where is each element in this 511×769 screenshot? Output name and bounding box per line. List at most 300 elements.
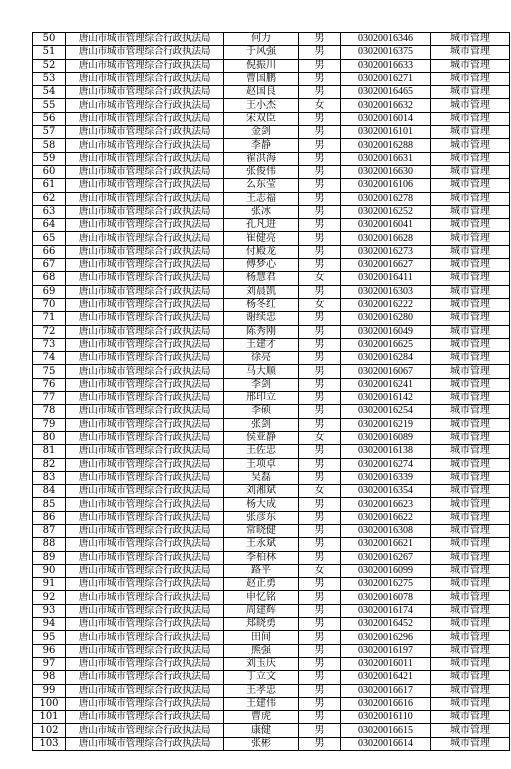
table-row <box>33 538 510 551</box>
gender-cell: 男 <box>299 511 341 524</box>
gender-cell: 男 <box>299 245 341 258</box>
name-cell: 张彦东 <box>224 511 299 524</box>
gender-cell: 男 <box>299 684 341 697</box>
table-row <box>33 245 510 258</box>
name-cell: 张彬 <box>224 737 299 750</box>
unit-cell: 唐山市城市管理综合行政执法局 <box>66 165 224 178</box>
name-cell: 田间 <box>224 631 299 644</box>
row-number-cell: 76 <box>33 378 66 391</box>
exam-number-cell: 03020016288 <box>341 139 431 152</box>
unit-cell: 唐山市城市管理综合行政执法局 <box>66 445 224 458</box>
row-number-cell: 89 <box>33 551 66 564</box>
row-number-cell: 53 <box>33 72 66 85</box>
gender-cell: 男 <box>299 671 341 684</box>
position-cell: 城市管理 <box>431 352 510 365</box>
position-cell: 城市管理 <box>431 179 510 192</box>
row-number-cell: 97 <box>33 657 66 670</box>
gender-cell: 男 <box>299 657 341 670</box>
gender-cell: 男 <box>299 219 341 232</box>
row-number-cell: 63 <box>33 205 66 218</box>
exam-number-cell: 03020016303 <box>341 285 431 298</box>
gender-cell: 男 <box>299 644 341 657</box>
unit-cell: 唐山市城市管理综合行政执法局 <box>66 86 224 99</box>
gender-cell: 女 <box>299 485 341 498</box>
exam-number-cell: 03020016615 <box>341 724 431 737</box>
position-cell: 城市管理 <box>431 86 510 99</box>
unit-cell: 唐山市城市管理综合行政执法局 <box>66 418 224 431</box>
table-row <box>33 152 510 165</box>
name-cell: 曹国鹏 <box>224 72 299 85</box>
position-cell: 城市管理 <box>431 498 510 511</box>
unit-cell: 唐山市城市管理综合行政执法局 <box>66 405 224 418</box>
row-number-cell: 55 <box>33 99 66 112</box>
name-cell: 申忆铭 <box>224 591 299 604</box>
name-cell: 金剑 <box>224 126 299 139</box>
gender-cell: 男 <box>299 285 341 298</box>
table-row <box>33 165 510 178</box>
gender-cell: 男 <box>299 538 341 551</box>
position-cell: 城市管理 <box>431 219 510 232</box>
table-row <box>33 378 510 391</box>
row-number-cell: 52 <box>33 59 66 72</box>
row-number-cell: 57 <box>33 126 66 139</box>
unit-cell: 唐山市城市管理综合行政执法局 <box>66 298 224 311</box>
gender-cell: 男 <box>299 578 341 591</box>
unit-cell: 唐山市城市管理综合行政执法局 <box>66 551 224 564</box>
table-row <box>33 445 510 458</box>
position-cell: 城市管理 <box>431 578 510 591</box>
gender-cell: 女 <box>299 298 341 311</box>
exam-number-cell: 03020016254 <box>341 405 431 418</box>
row-number-cell: 79 <box>33 418 66 431</box>
gender-cell: 男 <box>299 498 341 511</box>
exam-number-cell: 03020016617 <box>341 684 431 697</box>
position-cell: 城市管理 <box>431 285 510 298</box>
unit-cell: 唐山市城市管理综合行政执法局 <box>66 471 224 484</box>
gender-cell: 男 <box>299 192 341 205</box>
position-cell: 城市管理 <box>431 152 510 165</box>
name-cell: 张剑 <box>224 418 299 431</box>
row-number-cell: 78 <box>33 405 66 418</box>
name-cell: 赵国良 <box>224 86 299 99</box>
exam-number-cell: 03020016267 <box>341 551 431 564</box>
table-row <box>33 232 510 245</box>
name-cell: 崔健亮 <box>224 232 299 245</box>
position-cell: 城市管理 <box>431 365 510 378</box>
position-cell: 城市管理 <box>431 259 510 272</box>
exam-number-cell: 03020016273 <box>341 245 431 258</box>
position-cell: 城市管理 <box>431 325 510 338</box>
row-number-cell: 64 <box>33 219 66 232</box>
exam-number-cell: 03020016633 <box>341 59 431 72</box>
name-cell: 周建辉 <box>224 604 299 617</box>
name-cell: 王小杰 <box>224 99 299 112</box>
exam-number-cell: 03020016632 <box>341 99 431 112</box>
position-cell: 城市管理 <box>431 338 510 351</box>
table-row <box>33 192 510 205</box>
exam-number-cell: 03020016078 <box>341 591 431 604</box>
gender-cell: 男 <box>299 338 341 351</box>
name-cell: 付殿龙 <box>224 245 299 258</box>
name-cell: 赵正勇 <box>224 578 299 591</box>
name-cell: 杨大成 <box>224 498 299 511</box>
table-row <box>33 205 510 218</box>
row-number-cell: 102 <box>33 724 66 737</box>
row-number-cell: 62 <box>33 192 66 205</box>
row-number-cell: 93 <box>33 604 66 617</box>
position-cell: 城市管理 <box>431 684 510 697</box>
exam-number-cell: 03020016284 <box>341 352 431 365</box>
row-number-cell: 95 <box>33 631 66 644</box>
row-number-cell: 75 <box>33 365 66 378</box>
row-number-cell: 67 <box>33 259 66 272</box>
exam-number-cell: 03020016622 <box>341 511 431 524</box>
row-number-cell: 92 <box>33 591 66 604</box>
exam-number-cell: 03020016354 <box>341 485 431 498</box>
exam-number-cell: 03020016280 <box>341 312 431 325</box>
position-cell: 城市管理 <box>431 524 510 537</box>
name-cell: 康健 <box>224 724 299 737</box>
row-number-cell: 101 <box>33 711 66 724</box>
table-row <box>33 471 510 484</box>
row-number-cell: 86 <box>33 511 66 524</box>
table-row <box>33 431 510 444</box>
exam-number-cell: 03020016421 <box>341 671 431 684</box>
exam-number-cell: 03020016011 <box>341 657 431 670</box>
table-row <box>33 59 510 72</box>
position-cell: 城市管理 <box>431 458 510 471</box>
position-cell: 城市管理 <box>431 139 510 152</box>
unit-cell: 唐山市城市管理综合行政执法局 <box>66 511 224 524</box>
exam-number-cell: 03020016041 <box>341 219 431 232</box>
position-cell: 城市管理 <box>431 431 510 444</box>
position-cell: 城市管理 <box>431 192 510 205</box>
row-number-cell: 103 <box>33 737 66 750</box>
table-row <box>33 405 510 418</box>
table-row <box>33 604 510 617</box>
gender-cell: 男 <box>299 604 341 617</box>
exam-number-cell: 03020016089 <box>341 431 431 444</box>
row-number-cell: 85 <box>33 498 66 511</box>
position-cell: 城市管理 <box>431 697 510 710</box>
gender-cell: 男 <box>299 392 341 405</box>
position-cell: 城市管理 <box>431 485 510 498</box>
table-row <box>33 139 510 152</box>
gender-cell: 男 <box>299 312 341 325</box>
name-cell: 郑晓勇 <box>224 618 299 631</box>
position-cell: 城市管理 <box>431 99 510 112</box>
unit-cell: 唐山市城市管理综合行政执法局 <box>66 46 224 59</box>
position-cell: 城市管理 <box>431 298 510 311</box>
row-number-cell: 71 <box>33 312 66 325</box>
table-row <box>33 126 510 139</box>
exam-number-cell: 03020016271 <box>341 72 431 85</box>
position-cell: 城市管理 <box>431 33 510 46</box>
gender-cell: 男 <box>299 179 341 192</box>
exam-number-cell: 03020016067 <box>341 365 431 378</box>
position-cell: 城市管理 <box>431 232 510 245</box>
gender-cell: 男 <box>299 697 341 710</box>
table-row <box>33 112 510 125</box>
table-row <box>33 86 510 99</box>
name-cell: 何力 <box>224 33 299 46</box>
row-number-cell: 87 <box>33 524 66 537</box>
position-cell: 城市管理 <box>431 165 510 178</box>
name-cell: 曹虎 <box>224 711 299 724</box>
exam-number-cell: 03020016274 <box>341 458 431 471</box>
name-cell: 杨冬红 <box>224 298 299 311</box>
gender-cell: 女 <box>299 272 341 285</box>
row-number-cell: 88 <box>33 538 66 551</box>
row-number-cell: 72 <box>33 325 66 338</box>
table-row <box>33 458 510 471</box>
row-number-cell: 61 <box>33 179 66 192</box>
position-cell: 城市管理 <box>431 604 510 617</box>
name-cell: 翟洪海 <box>224 152 299 165</box>
name-cell: 张俊伟 <box>224 165 299 178</box>
exam-number-cell: 03020016106 <box>341 179 431 192</box>
table-row <box>33 564 510 577</box>
row-number-cell: 84 <box>33 485 66 498</box>
gender-cell: 男 <box>299 445 341 458</box>
unit-cell: 唐山市城市管理综合行政执法局 <box>66 578 224 591</box>
gender-cell: 男 <box>299 165 341 178</box>
gender-cell: 男 <box>299 352 341 365</box>
exam-number-cell: 03020016346 <box>341 33 431 46</box>
gender-cell: 男 <box>299 259 341 272</box>
row-number-cell: 65 <box>33 232 66 245</box>
row-number-cell: 51 <box>33 46 66 59</box>
unit-cell: 唐山市城市管理综合行政执法局 <box>66 245 224 258</box>
gender-cell: 男 <box>299 232 341 245</box>
name-cell: 于风强 <box>224 46 299 59</box>
unit-cell: 唐山市城市管理综合行政执法局 <box>66 312 224 325</box>
position-cell: 城市管理 <box>431 724 510 737</box>
exam-number-cell: 03020016241 <box>341 378 431 391</box>
table-row <box>33 618 510 631</box>
name-cell: 吴磊 <box>224 471 299 484</box>
table-row <box>33 72 510 85</box>
gender-cell: 男 <box>299 112 341 125</box>
gender-cell: 男 <box>299 46 341 59</box>
unit-cell: 唐山市城市管理综合行政执法局 <box>66 126 224 139</box>
gender-cell: 女 <box>299 564 341 577</box>
row-number-cell: 60 <box>33 165 66 178</box>
row-number-cell: 80 <box>33 431 66 444</box>
table-row <box>33 365 510 378</box>
table-row <box>33 697 510 710</box>
table-row <box>33 524 510 537</box>
position-cell: 城市管理 <box>431 551 510 564</box>
gender-cell: 男 <box>299 591 341 604</box>
position-cell: 城市管理 <box>431 511 510 524</box>
exam-number-cell: 03020016174 <box>341 604 431 617</box>
table-row <box>33 46 510 59</box>
table-row <box>33 498 510 511</box>
exam-number-cell: 03020016099 <box>341 564 431 577</box>
exam-number-cell: 03020016101 <box>341 126 431 139</box>
name-cell: 王志福 <box>224 192 299 205</box>
row-number-cell: 98 <box>33 671 66 684</box>
unit-cell: 唐山市城市管理综合行政执法局 <box>66 205 224 218</box>
row-number-cell: 91 <box>33 578 66 591</box>
unit-cell: 唐山市城市管理综合行政执法局 <box>66 485 224 498</box>
row-number-cell: 54 <box>33 86 66 99</box>
name-cell: 谢续忠 <box>224 312 299 325</box>
roster-table <box>32 32 510 751</box>
position-cell: 城市管理 <box>431 657 510 670</box>
unit-cell: 唐山市城市管理综合行政执法局 <box>66 631 224 644</box>
unit-cell: 唐山市城市管理综合行政执法局 <box>66 59 224 72</box>
position-cell: 城市管理 <box>431 72 510 85</box>
table-row <box>33 312 510 325</box>
exam-number-cell: 03020016219 <box>341 418 431 431</box>
name-cell: 孔凡进 <box>224 219 299 232</box>
position-cell: 城市管理 <box>431 591 510 604</box>
table-row <box>33 392 510 405</box>
position-cell: 城市管理 <box>431 671 510 684</box>
name-cell: 丁立文 <box>224 671 299 684</box>
table-row <box>33 737 510 750</box>
row-number-cell: 83 <box>33 471 66 484</box>
table-row <box>33 99 510 112</box>
table-row <box>33 671 510 684</box>
table-row <box>33 711 510 724</box>
exam-number-cell: 03020016138 <box>341 445 431 458</box>
gender-cell: 男 <box>299 618 341 631</box>
row-number-cell: 94 <box>33 618 66 631</box>
name-cell: 刘玉庆 <box>224 657 299 670</box>
unit-cell: 唐山市城市管理综合行政执法局 <box>66 112 224 125</box>
unit-cell: 唐山市城市管理综合行政执法局 <box>66 219 224 232</box>
row-number-cell: 100 <box>33 697 66 710</box>
name-cell: 李静 <box>224 139 299 152</box>
table-row <box>33 418 510 431</box>
gender-cell: 男 <box>299 325 341 338</box>
name-cell: 熊强 <box>224 644 299 657</box>
exam-number-cell: 03020016621 <box>341 538 431 551</box>
name-cell: 常晓健 <box>224 524 299 537</box>
table-row <box>33 644 510 657</box>
exam-number-cell: 03020016339 <box>341 471 431 484</box>
unit-cell: 唐山市城市管理综合行政执法局 <box>66 259 224 272</box>
name-cell: 杨慧君 <box>224 272 299 285</box>
gender-cell: 男 <box>299 72 341 85</box>
row-number-cell: 50 <box>33 33 66 46</box>
name-cell: 徐亮 <box>224 352 299 365</box>
gender-cell: 男 <box>299 631 341 644</box>
gender-cell: 女 <box>299 99 341 112</box>
unit-cell: 唐山市城市管理综合行政执法局 <box>66 152 224 165</box>
row-number-cell: 82 <box>33 458 66 471</box>
table-row <box>33 33 510 46</box>
table-row <box>33 259 510 272</box>
position-cell: 城市管理 <box>431 538 510 551</box>
exam-number-cell: 03020016296 <box>341 631 431 644</box>
table-row <box>33 179 510 192</box>
table-row <box>33 724 510 737</box>
roster-body <box>33 33 510 751</box>
row-number-cell: 96 <box>33 644 66 657</box>
name-cell: 王项卓 <box>224 458 299 471</box>
gender-cell: 男 <box>299 418 341 431</box>
exam-number-cell: 03020016222 <box>341 298 431 311</box>
row-number-cell: 99 <box>33 684 66 697</box>
unit-cell: 唐山市城市管理综合行政执法局 <box>66 72 224 85</box>
name-cell: 么东莹 <box>224 179 299 192</box>
position-cell: 城市管理 <box>431 312 510 325</box>
unit-cell: 唐山市城市管理综合行政执法局 <box>66 591 224 604</box>
unit-cell: 唐山市城市管理综合行政执法局 <box>66 724 224 737</box>
exam-number-cell: 03020016630 <box>341 165 431 178</box>
name-cell: 李剑 <box>224 378 299 391</box>
row-number-cell: 73 <box>33 338 66 351</box>
exam-number-cell: 03020016142 <box>341 392 431 405</box>
table-row <box>33 485 510 498</box>
position-cell: 城市管理 <box>431 59 510 72</box>
position-cell: 城市管理 <box>431 618 510 631</box>
name-cell: 傅梦心 <box>224 259 299 272</box>
position-cell: 城市管理 <box>431 112 510 125</box>
position-cell: 城市管理 <box>431 631 510 644</box>
position-cell: 城市管理 <box>431 378 510 391</box>
name-cell: 王佐忠 <box>224 445 299 458</box>
unit-cell: 唐山市城市管理综合行政执法局 <box>66 352 224 365</box>
table-row <box>33 591 510 604</box>
unit-cell: 唐山市城市管理综合行政执法局 <box>66 272 224 285</box>
unit-cell: 唐山市城市管理综合行政执法局 <box>66 392 224 405</box>
name-cell: 刘湘斌 <box>224 485 299 498</box>
position-cell: 城市管理 <box>431 272 510 285</box>
position-cell: 城市管理 <box>431 471 510 484</box>
name-cell: 王建才 <box>224 338 299 351</box>
row-number-cell: 59 <box>33 152 66 165</box>
unit-cell: 唐山市城市管理综合行政执法局 <box>66 232 224 245</box>
position-cell: 城市管理 <box>431 711 510 724</box>
gender-cell: 男 <box>299 378 341 391</box>
table-row <box>33 657 510 670</box>
name-cell: 倪振川 <box>224 59 299 72</box>
name-cell: 侯亚静 <box>224 431 299 444</box>
position-cell: 城市管理 <box>431 405 510 418</box>
position-cell: 城市管理 <box>431 126 510 139</box>
unit-cell: 唐山市城市管理综合行政执法局 <box>66 737 224 750</box>
position-cell: 城市管理 <box>431 46 510 59</box>
name-cell: 张冰 <box>224 205 299 218</box>
table-row <box>33 285 510 298</box>
name-cell: 邢印立 <box>224 392 299 405</box>
table-row <box>33 684 510 697</box>
position-cell: 城市管理 <box>431 737 510 750</box>
gender-cell: 男 <box>299 724 341 737</box>
exam-number-cell: 03020016049 <box>341 325 431 338</box>
exam-number-cell: 03020016014 <box>341 112 431 125</box>
name-cell: 宋双臣 <box>224 112 299 125</box>
gender-cell: 男 <box>299 365 341 378</box>
unit-cell: 唐山市城市管理综合行政执法局 <box>66 604 224 617</box>
gender-cell: 男 <box>299 711 341 724</box>
exam-number-cell: 03020016252 <box>341 205 431 218</box>
unit-cell: 唐山市城市管理综合行政执法局 <box>66 192 224 205</box>
unit-cell: 唐山市城市管理综合行政执法局 <box>66 618 224 631</box>
unit-cell: 唐山市城市管理综合行政执法局 <box>66 711 224 724</box>
name-cell: 刘晨凯 <box>224 285 299 298</box>
table-row <box>33 578 510 591</box>
unit-cell: 唐山市城市管理综合行政执法局 <box>66 431 224 444</box>
row-number-cell: 74 <box>33 352 66 365</box>
exam-number-cell: 03020016278 <box>341 192 431 205</box>
exam-number-cell: 03020016308 <box>341 524 431 537</box>
